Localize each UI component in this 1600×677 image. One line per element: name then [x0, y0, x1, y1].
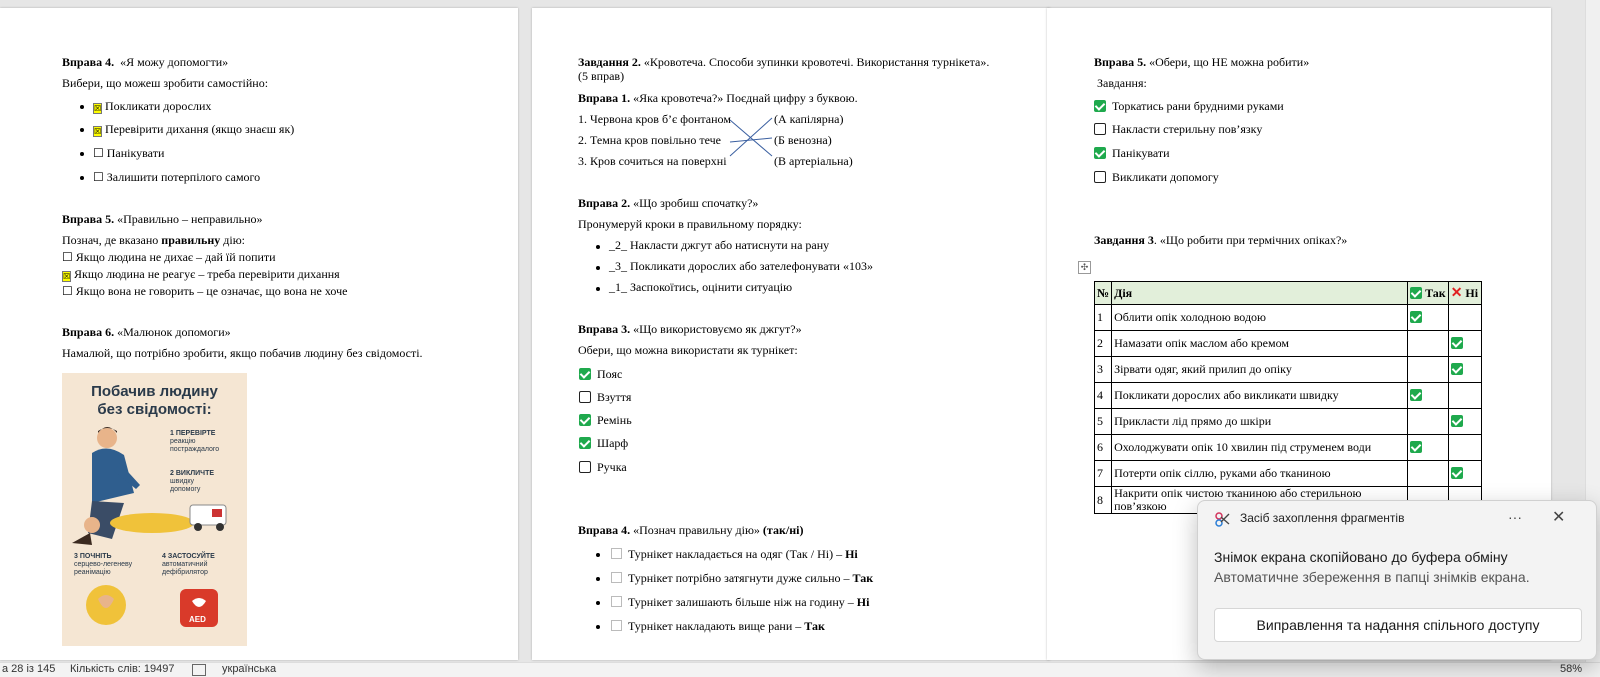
document-page-1	[0, 8, 518, 660]
green-check-icon[interactable]	[1451, 467, 1463, 479]
task2-heading	[578, 55, 989, 69]
ex4-subtitle: «Познач правильну дію»	[633, 523, 760, 537]
task3-heading	[1094, 233, 1347, 247]
header-yes	[1408, 282, 1449, 305]
ex3-subtitle: «Що використовуємо як джгут?»	[633, 322, 802, 336]
poster-step-2	[170, 470, 214, 494]
step-title: ЗАСТОСУЙТЕ	[167, 553, 215, 560]
checkbox-item	[579, 436, 628, 450]
header-action: Дія	[1112, 282, 1408, 305]
step-number: 4	[162, 553, 166, 560]
list-item	[611, 619, 825, 633]
aed-label: AED	[189, 615, 206, 624]
checkbox-label: Пояс	[597, 367, 623, 381]
edit-and-share-button[interactable]: Виправлення та надання спільного доступу	[1214, 608, 1582, 642]
red-x-icon: ✕	[1450, 285, 1463, 301]
ex3-heading	[578, 322, 802, 336]
row-number: 3	[1095, 357, 1112, 383]
checkbox-item	[1094, 170, 1219, 184]
task3-title: Завдання 3	[1094, 233, 1154, 247]
checkbox-label: Торкатись рани брудними руками	[1112, 99, 1284, 113]
row-action	[1112, 383, 1408, 409]
match-right-b: (Б венозна)	[774, 133, 832, 147]
checkbox-icon[interactable]	[611, 596, 622, 607]
answer: Так	[852, 571, 874, 585]
bullet	[596, 601, 600, 605]
task3-subtitle: . «Що робити при термічних опіках?»	[1153, 233, 1348, 247]
language[interactable]: українська	[222, 663, 277, 675]
bullet	[596, 266, 600, 270]
ex1-subtitle: «Яка кровотеча?» Поєднай цифру з буквою.	[633, 91, 858, 105]
checkbox-label: Панікувати	[1112, 146, 1170, 160]
list-item: _3_ Покликати дорослих або зателефонувати «103»	[609, 259, 873, 273]
list-item-label: Турнікет залишають більше ніж на годину –	[628, 595, 857, 609]
match-left-1: 1. Червона кров б’є фонтаном	[578, 112, 731, 126]
poster-step-3	[74, 553, 132, 577]
step-number: 3	[74, 553, 78, 560]
bullet	[80, 105, 84, 109]
green-check-icon	[1410, 287, 1422, 299]
step-text: реанімацію	[74, 569, 111, 576]
step-title: ВИКЛИЧТЕ	[175, 470, 215, 477]
yes-cell[interactable]	[1408, 435, 1449, 461]
bullet	[596, 577, 600, 581]
task2-title: Завдання 2.	[578, 55, 641, 69]
prompt-text: Познач, де вказано	[62, 233, 162, 247]
ex5-prompt: Завдання:	[1097, 76, 1147, 90]
list-item-label: Покликати дорослих	[105, 99, 212, 113]
list-item	[93, 170, 260, 184]
no-cell[interactable]	[1448, 383, 1481, 409]
list-item	[93, 146, 164, 160]
list-item-label: Турнікет накладають вище рани –	[628, 619, 805, 633]
green-check-icon[interactable]	[1451, 415, 1463, 427]
list-item	[611, 547, 858, 561]
list-item	[611, 571, 873, 585]
ex5-subtitle: «Правильно – неправильно»	[117, 212, 263, 226]
status-bar	[0, 662, 1600, 677]
no-cell[interactable]	[1448, 435, 1481, 461]
word-count[interactable]: Кількість слів: 19497	[70, 663, 175, 675]
green-check-icon[interactable]	[579, 437, 591, 449]
close-icon[interactable]: ✕	[1552, 509, 1566, 526]
prompt-text: дію:	[220, 233, 246, 247]
ex2-subtitle: «Що зробиш спочатку?»	[633, 196, 759, 210]
ex5-heading-p3	[1094, 55, 1309, 69]
step-text: серцево-легеневу	[74, 561, 133, 568]
bullet	[596, 245, 600, 249]
checked-box-icon[interactable]: ☒	[63, 272, 71, 281]
step-text: швидку	[170, 478, 194, 485]
list-item-label: Турнікет накладається на одяг (Так / Ні) –	[628, 547, 846, 561]
row-number: 1	[1095, 305, 1112, 331]
checkbox-item	[579, 390, 631, 404]
step-number: 1	[170, 430, 174, 437]
checkbox-label: Взуття	[597, 390, 632, 404]
ex6-title: Вправа 6.	[62, 325, 115, 339]
task2-count: (5 вправ)	[578, 69, 625, 83]
bullet	[80, 128, 84, 132]
checked-box-icon[interactable]: ☒	[94, 104, 102, 113]
empty-checkbox-icon[interactable]	[579, 461, 591, 473]
prompt-bold: правильну	[161, 233, 221, 247]
step-title: ПЕРЕВІРТЕ	[175, 430, 216, 437]
ex3-prompt: Обери, що можна використати як турнікет:	[578, 343, 798, 357]
proofing-icon[interactable]	[192, 664, 206, 676]
table-row	[1095, 409, 1482, 435]
list-item: _1_ Заспокоїтись, оцінити ситуацію	[609, 280, 793, 294]
empty-box-icon[interactable]: ☐	[62, 250, 73, 264]
header-yes-label: Так	[1425, 285, 1446, 300]
header-no-label: Ні	[1465, 285, 1479, 300]
checkbox-label: Ремінь	[597, 413, 632, 427]
green-check-icon[interactable]	[1094, 147, 1106, 159]
yes-cell[interactable]	[1408, 305, 1449, 331]
row-action	[1112, 331, 1408, 357]
green-check-icon[interactable]	[579, 414, 591, 426]
ex5-subtitle: «Обери, що НЕ можна робити»	[1149, 55, 1310, 69]
ex5-heading	[62, 212, 263, 226]
empty-checkbox-icon[interactable]	[1094, 123, 1106, 135]
match-left-2: 2. Темна кров повільно тече	[578, 133, 721, 147]
answer: Ні	[856, 595, 870, 609]
ex4-heading	[62, 55, 228, 69]
row-action-text: Охолоджувати опік 10 хвилин під струменем води	[1114, 440, 1372, 454]
green-check-icon[interactable]	[1451, 363, 1463, 375]
row-action-text: Накрити опік чистою тканиною або стерильною	[1114, 486, 1362, 500]
list-item-label: Перевірити дихання (якщо знаєш як)	[105, 122, 295, 136]
row-action	[1112, 435, 1408, 461]
header-number: №	[1095, 282, 1112, 305]
row-number: 2	[1095, 331, 1112, 357]
row-number: 8	[1095, 487, 1112, 514]
table-row	[1095, 357, 1482, 383]
checkbox-item	[1094, 146, 1170, 160]
poster-title-line1: Побачив людину	[91, 383, 218, 400]
table-row	[1095, 305, 1482, 331]
step-text: допомогу	[170, 486, 201, 493]
green-check-icon[interactable]	[1094, 100, 1106, 112]
header-no	[1448, 282, 1481, 305]
table-row	[1095, 383, 1482, 409]
yes-cell[interactable]	[1408, 357, 1449, 383]
ex2-prompt: Пронумеруй кроки в правильному порядку:	[578, 217, 802, 231]
row-action-text: Прикласти лід прямо до шкіри	[1114, 414, 1272, 428]
row-number: 5	[1095, 409, 1112, 435]
row-action-text: Потерти опік сіллю, руками або тканиною	[1114, 466, 1331, 480]
yes-cell[interactable]	[1408, 409, 1449, 435]
no-cell[interactable]	[1448, 409, 1481, 435]
ex5-title: Вправа 5.	[62, 212, 115, 226]
bullet	[80, 176, 84, 180]
row-number: 4	[1095, 383, 1112, 409]
poster-title-line2: без свідомості:	[97, 401, 212, 418]
ex2-title: Вправа 2.	[578, 196, 631, 210]
list-item: _2_ Накласти джгут або натиснути на рану	[609, 238, 830, 252]
ex6-prompt: Намалюй, що потрібно зробити, якщо побачив людину без свідомості.	[62, 346, 423, 360]
list-item-label: Панікувати	[106, 146, 165, 160]
ex4-subtitle: «Я можу допомогти»	[120, 55, 229, 69]
table-header-row	[1095, 282, 1482, 305]
poster-step-1	[170, 430, 219, 454]
answer: Так	[804, 619, 825, 633]
step-text: дефібрилятор	[162, 569, 208, 576]
list-item-label: Залишити потерпілого самого	[106, 170, 261, 184]
no-cell[interactable]	[1448, 305, 1481, 331]
step-title: ПОЧНІТЬ	[79, 553, 112, 560]
list-item	[93, 99, 211, 114]
row-action-text: пов’язкою	[1114, 499, 1167, 513]
empty-checkbox-icon[interactable]	[1094, 171, 1106, 183]
green-check-icon[interactable]	[1410, 441, 1422, 453]
bullet	[596, 625, 600, 629]
ex1-title: Вправа 1.	[578, 91, 631, 105]
list-item	[611, 595, 869, 609]
row-action-text: Покликати дорослих або викликати швидку	[1114, 388, 1339, 402]
list-item-label: Турнікет потрібно затягнути дуже сильно –	[628, 571, 853, 585]
ex4-prompt: Вибери, що можеш зробити самостійно:	[62, 76, 269, 90]
checked-box-icon[interactable]: ☒	[94, 127, 102, 136]
answer: Ні	[845, 547, 858, 561]
step-number: 2	[170, 470, 174, 477]
ex3-title: Вправа 3.	[578, 322, 631, 336]
step-text: постраждалого	[170, 446, 220, 453]
empty-box-icon[interactable]: ☐	[93, 146, 104, 160]
table-row	[1095, 435, 1482, 461]
checkbox-item	[1094, 122, 1262, 136]
page-counter[interactable]: а 28 із 145	[2, 663, 56, 675]
row-action	[1112, 357, 1408, 383]
snipping-notification[interactable]	[1197, 500, 1597, 660]
row-action	[1112, 409, 1408, 435]
notification-submessage: Автоматичне збереження в папці знімків екрана.	[1214, 569, 1530, 585]
checkbox-item	[579, 367, 622, 381]
green-check-icon[interactable]	[1451, 337, 1463, 349]
bullet	[596, 553, 600, 557]
checkbox-label: Викликати допомогу	[1112, 170, 1219, 184]
ex1-heading	[578, 91, 858, 105]
ex6-subtitle: «Малюнок допомоги»	[117, 325, 231, 339]
green-check-icon[interactable]	[1410, 311, 1422, 323]
checkbox-icon[interactable]	[611, 572, 622, 583]
ex2-heading	[578, 196, 758, 210]
first-aid-poster[interactable]	[62, 373, 247, 646]
list-item-label: Якщо вона не говорить – це означає, що вона не хоче	[75, 284, 348, 298]
snipping-tool-icon	[1214, 511, 1230, 527]
notification-message: Знімок екрана скопійовано до буфера обміну	[1214, 549, 1508, 565]
list-item-label: Якщо людина не дихає – дай їй попити	[75, 250, 276, 264]
zoom-level[interactable]: 58%	[1560, 663, 1583, 675]
checkbox-icon[interactable]	[611, 548, 622, 559]
empty-box-icon[interactable]: ☐	[93, 170, 104, 184]
more-options-icon[interactable]: ···	[1508, 509, 1522, 525]
yes-cell[interactable]	[1408, 383, 1449, 409]
ex6-heading	[62, 325, 231, 339]
task2-subtitle: «Кровотеча. Способи зупинки кровотечі. Використання турнікета».	[643, 55, 990, 69]
row-action-text: Облити опік холодною водою	[1114, 310, 1267, 324]
poster-step-4	[162, 553, 215, 577]
ex5-prompt	[62, 233, 245, 247]
list-item	[93, 122, 294, 137]
match-right-c: (В артеріальна)	[774, 154, 853, 168]
ex4-title: Вправа 4.	[578, 523, 631, 537]
checkbox-item	[579, 460, 627, 474]
list-item	[62, 284, 347, 298]
match-left-3: 3. Кров сочиться на поверхні	[578, 154, 727, 168]
checkbox-label: Ручка	[597, 460, 627, 474]
step-text: реакцію	[170, 438, 196, 445]
row-action	[1112, 461, 1408, 487]
checkbox-item	[579, 413, 632, 427]
green-check-icon[interactable]	[579, 368, 591, 380]
empty-box-icon[interactable]: ☐	[62, 284, 73, 298]
no-cell[interactable]	[1448, 461, 1481, 487]
bullet	[596, 287, 600, 291]
no-cell[interactable]	[1448, 331, 1481, 357]
empty-checkbox-icon[interactable]	[579, 391, 591, 403]
step-text: автоматичний	[162, 561, 208, 568]
checkbox-item	[1094, 99, 1284, 113]
rescuer-illustration	[62, 373, 247, 646]
green-check-icon[interactable]	[1410, 389, 1422, 401]
table-row	[1095, 461, 1482, 487]
list-item	[62, 250, 276, 264]
ex5-title: Вправа 5.	[1094, 55, 1147, 69]
row-action-text: Намазати опік маслом або кремом	[1114, 336, 1289, 350]
table-move-handle-icon[interactable]: ✣	[1078, 261, 1091, 274]
no-cell[interactable]	[1448, 357, 1481, 383]
list-item	[62, 267, 340, 282]
yes-cell[interactable]	[1408, 461, 1449, 487]
ex4-title: Вправа 4.	[62, 55, 115, 69]
yes-cell[interactable]	[1408, 331, 1449, 357]
table-row	[1095, 331, 1482, 357]
row-number: 7	[1095, 461, 1112, 487]
bullet	[80, 152, 84, 156]
row-action-text: Зірвати одяг, який прилип до опіку	[1114, 362, 1292, 376]
match-right-a: (А капілярна)	[774, 112, 844, 126]
list-item-label: Якщо людина не реагує – треба перевірити дихання	[74, 267, 340, 281]
match-lines	[728, 116, 776, 162]
row-action	[1112, 305, 1408, 331]
row-number: 6	[1095, 435, 1112, 461]
burns-table	[1094, 281, 1482, 514]
ex4-heading-p2	[578, 523, 803, 537]
document-page-2	[532, 8, 1050, 660]
checkbox-label: Шарф	[597, 436, 629, 450]
checkbox-label: Накласти стерильну пов’язку	[1112, 122, 1263, 136]
checkbox-icon[interactable]	[611, 620, 622, 631]
notification-app-name: Засіб захоплення фрагментів	[1240, 511, 1405, 525]
ex4-subtitle-bold: (так/ні)	[762, 523, 804, 537]
